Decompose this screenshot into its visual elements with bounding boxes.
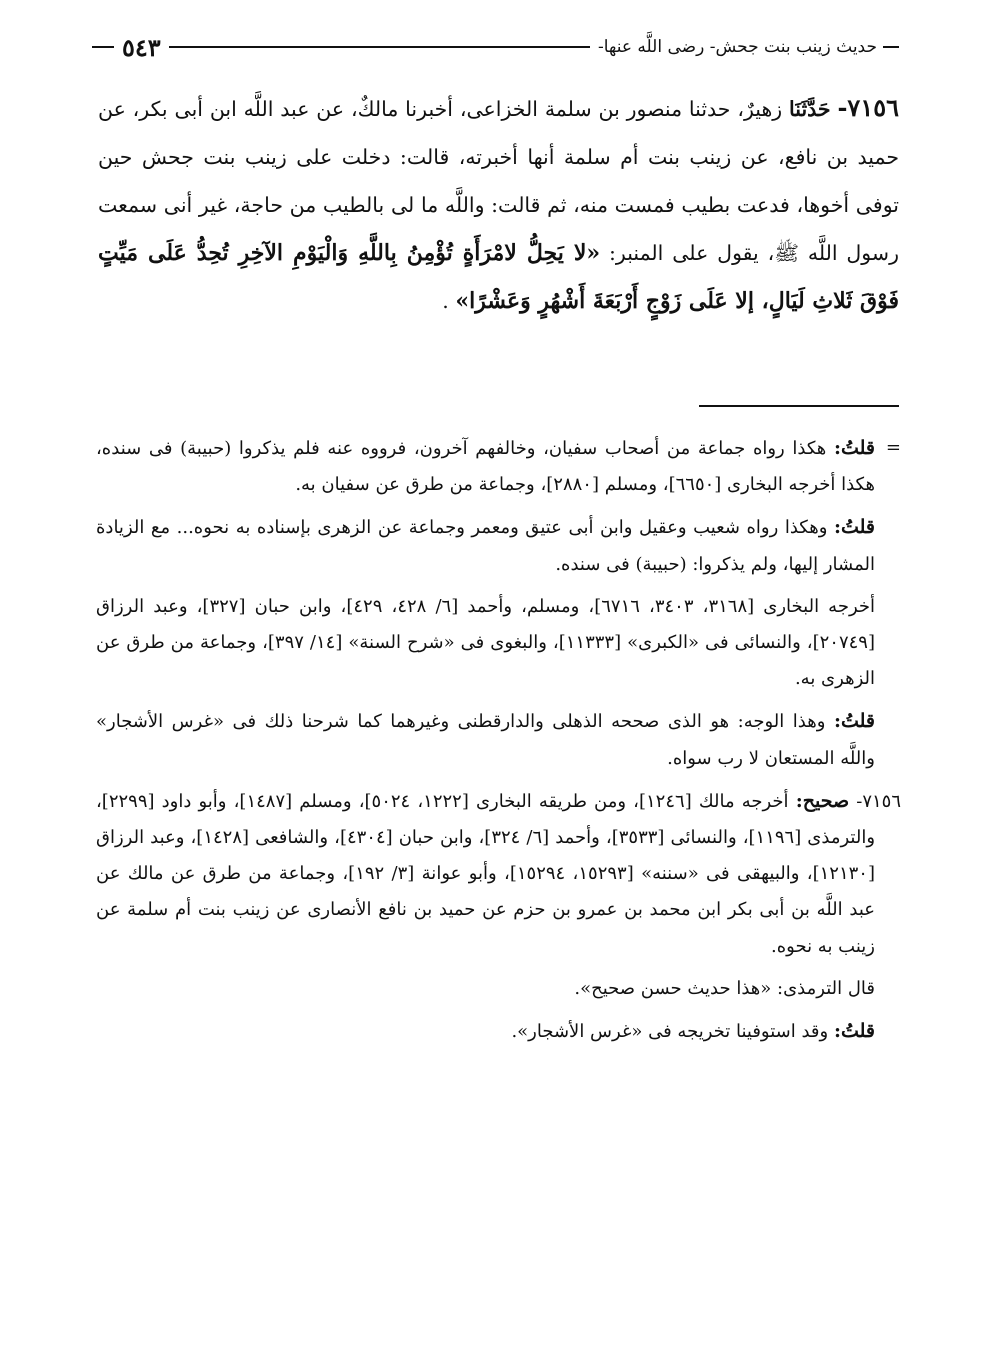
footnote-paragraph [96,1013,901,1050]
footnote-separator [699,405,899,407]
footnote-paragraph [96,509,901,582]
qult-label: قلتُ: [833,1020,875,1043]
continuation-marker: = [885,437,901,458]
footnote-paragraph [96,971,901,1007]
page-number: ٥٤٣ [122,32,161,62]
footnote-text: أخرجه البخارى [٣١٦٨، ٣٤٠٣، ٦٧١٦]، ومسلم، وأحمد [٦/ ٤٢٨، ٤٢٩]، وابن حبان [٣٢٧]، وعبد الرزاق [٢٠٧٤٩]، والنسائى فى «الكبرى» [١١٣٣٣]، والبغوى فى «شرح السنة» [١٤/ ٣٩٧]، وجماعة من طرق عن الزهرى به. [96,595,876,690]
footnote-text: وهذا الوجه: هو الذى صححه الذهلى والدارقطنى وغيرهما كما شرحنا ذلك فى «غرس الأشجار» واللَّه المستعان لا رب سواه. [96,711,875,769]
qult-label: قلتُ: [833,437,875,459]
grade-label: صحيح: [795,789,850,812]
footnote-continued [96,430,901,503]
footnote-number: ٧١٥٦- [856,790,901,812]
header-title: حديث زينب بنت جحش- رضى اللَّه عنها- [598,37,877,57]
narration-word: حَدَّثَنَا [789,97,831,121]
isnad-chain: زهيرٌ، حدثنا منصور بن سلمة الخزاعى، أخبرنا مالكٌ، عن عبد اللَّه ابن أبى بكر، عن حميد بن نافع، عن زينب بنت أم سلمة أنها أخبرته، قالت: دخلت على زينب بنت جحش حين توفى أخوها، فدعت بطيب فمست منه، ثم قالت: واللَّه ما لى بالطيب من حاجة، غير أنى سمعت رسول اللَّه ﷺ، يقول على المنبر: [98,97,899,265]
hadith-end: . [442,289,449,313]
header-rule [169,46,590,48]
footnote-takhrij [96,783,901,965]
header-dash-right [883,46,899,48]
header-dash-left [92,46,114,48]
footnote-text: وقد استوفينا تخريجه فى «غرس الأشجار». [511,1021,829,1043]
footnote-text: هكذا رواه جماعة من أصحاب سفيان، وخالفهم آخرون، فرووه عنه فلم يذكروا (حبيبة) فى سنده، هكذا أخرجه البخارى [٦٦٥٠]، ومسلم [٢٨٨٠]، وجماعة من طرق عن سفيان به. [96,438,875,496]
footnote-text: وهكذا رواه شعيب وعقيل وابن أبى عتيق ومعمر وجماعة عن الزهرى بإسناده به نحوه... مع الزيادة المشار إليها، ولم يذكروا: (حبيبة) فى سنده. [96,517,875,575]
footnote-text: أخرجه مالك [١٢٤٦]، ومن طريقه البخارى [١٢٢٢، ٥٠٢٤]، ومسلم [١٤٨٧]، وأبو داود [٢٢٩٩]، والترمذى [١١٩٦]، والنسائى [٣٥٣٣]، وأحمد [٦/ ٣٢٤]، وابن حبان [٤٣٠٤]، والشافعى [١٤٢٨]، وعبد الرزاق [١٢١٣٠]، والبيهقى فى «سننه» [١٥٢٩٣، ١٥٢٩٤]، وأبو عوانة [٣/ ١٩٢]، وجماعة من طرق عن مالك عن عبد اللَّه بن أبى بكر ابن محمد بن عمرو بن حزم عن حميد بن نافع الأنصارى عن زينب بنت أم سلمة عن زينب به نحوه. [96,790,876,957]
footnote-text: قال الترمذى: «هذا حديث حسن صحيح». [574,977,875,999]
qult-label: قلتُ: [833,710,875,733]
footnote-paragraph [96,703,901,776]
hadith-text [98,84,899,325]
qult-label: قلتُ: [833,516,875,539]
footnote-paragraph [96,589,901,698]
hadith-number: ٧١٥٦- [837,93,899,122]
running-header [92,30,899,64]
footnotes [96,430,901,1056]
prophetic-saying: «لا يَحِلُّ لامْرَأَةٍ تُؤْمِنُ بِاللَّهِ وَالْيَوْمِ الآخِرِ تُحِدُّ عَلَى مَيِّتٍ فَوْقَ ثَلاثِ لَيَالٍ، إلا عَلَى زَوْجٍ أَرْبَعَةَ أَشْهُرٍ وَعَشْرًا» [98,240,899,314]
